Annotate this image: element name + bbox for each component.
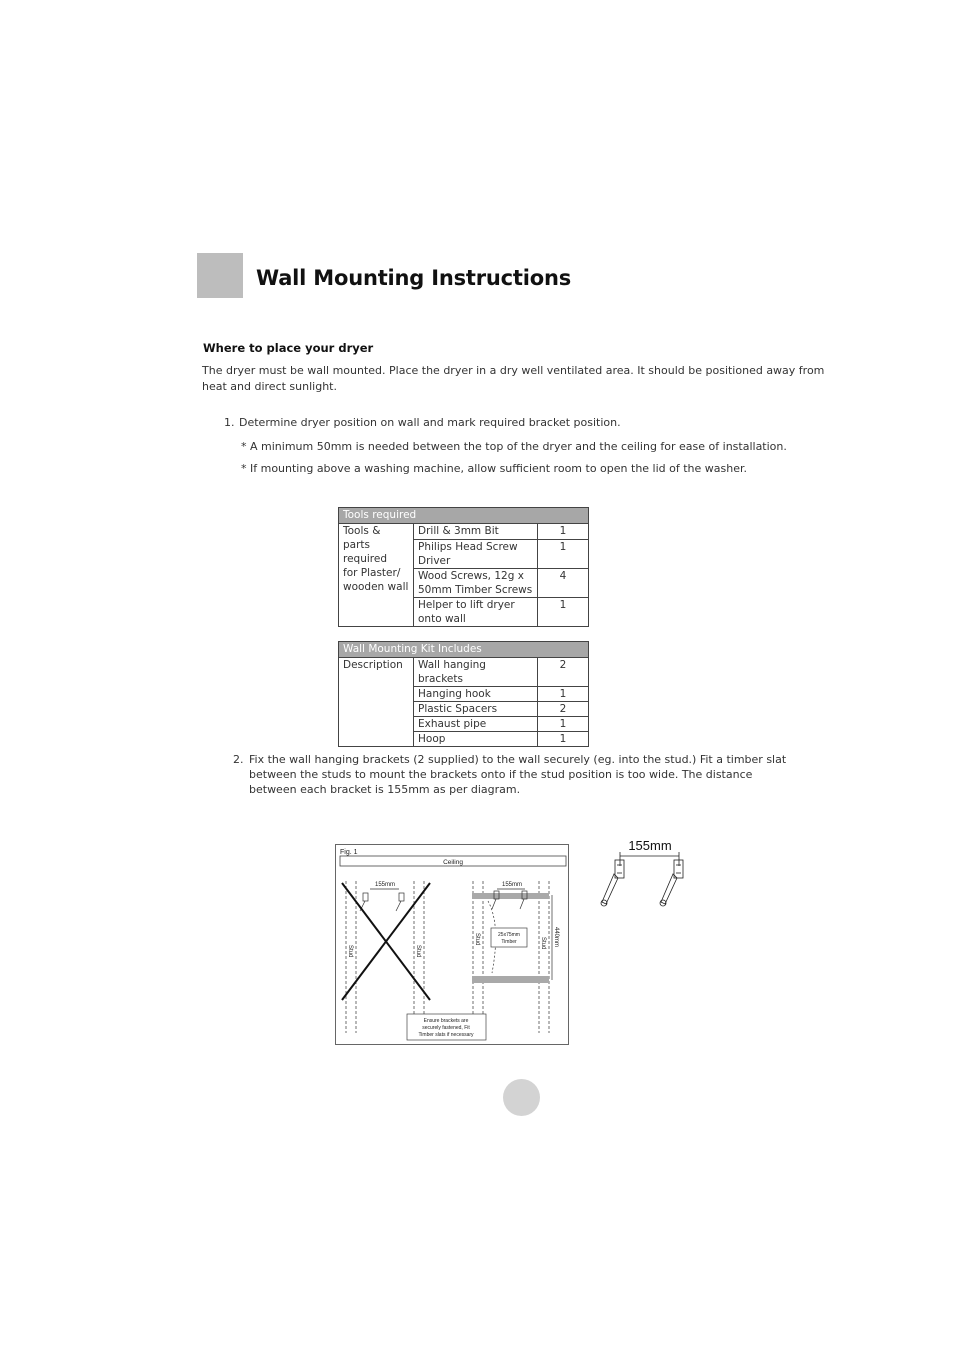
bracket-icon [601, 860, 624, 906]
category-line: wooden wall [343, 581, 409, 593]
kit-item: Hoop [414, 732, 538, 747]
dim-right-label: 155mm [501, 882, 523, 888]
kit-qty: 1 [538, 717, 589, 732]
header-grey-block [197, 253, 243, 298]
dim-left-label: 155mm [374, 882, 396, 888]
step2-line-1: Fix the wall hanging brackets (2 supplied) to the wall securely (eg. into the stud.) Fit a timber slat [249, 753, 787, 766]
timber-label-2: Timber [501, 939, 517, 945]
tool-item-line: Helper to lift dryer [418, 599, 515, 611]
kit-item: Hanging hook [414, 687, 538, 702]
tool-qty: 4 [538, 569, 589, 598]
figure-label: Fig. 1 [340, 849, 358, 856]
step1-note-1: * A minimum 50mm is needed between the top of the dryer and the ceiling for ease of installation. [241, 440, 787, 453]
tool-item-line: Wood Screws, 12g x [418, 570, 524, 582]
kit-qty: 2 [538, 658, 589, 687]
tool-item-line: Philips Head Screw [418, 541, 518, 553]
stud-label: Stud [415, 945, 421, 958]
note-line: Timber slats if necessary [418, 1032, 474, 1038]
tool-qty: 1 [538, 540, 589, 569]
bracket-icon [396, 893, 404, 911]
stud-label: Stud [540, 937, 546, 950]
tool-item: Drill & 3mm Bit [414, 524, 538, 540]
section-heading: Where to place your dryer [203, 341, 374, 355]
intro-line-1: The dryer must be wall mounted. Place the dryer in a dry well ventilated area. It should be positioned away from [202, 364, 825, 377]
timber-slat-top [472, 893, 549, 899]
tool-item-line: 50mm Timber Screws [418, 584, 533, 596]
kit-table-header: Wall Mounting Kit Includes [339, 642, 589, 658]
stud-label: Stud [347, 945, 353, 958]
category-line: required [343, 553, 387, 565]
step2-line-2: between the studs to mount the brackets onto if the stud position is too wide. The distance [249, 768, 753, 781]
figure-1-diagram [336, 845, 570, 1046]
height-dim-label: 440mm [553, 927, 559, 948]
tool-item [414, 540, 538, 569]
page-number-circle [503, 1079, 540, 1116]
note-line: securely fastened, Fit [422, 1025, 470, 1031]
tools-category-cell [339, 524, 414, 627]
timber-label-1: 25x75mm [498, 932, 520, 938]
tools-table-header: Tools required [339, 508, 589, 524]
tool-item-line: Driver [418, 555, 451, 567]
kit-qty: 1 [538, 732, 589, 747]
tool-item-line: onto wall [418, 613, 466, 625]
page-title: Wall Mounting Instructions [256, 266, 572, 290]
step1-text: Determine dryer position on wall and mark required bracket position. [239, 416, 621, 429]
tool-item [414, 569, 538, 598]
bracket-icon [660, 860, 683, 906]
tool-item [414, 598, 538, 627]
kit-category-cell: Description [339, 658, 414, 747]
kit-item: Plastic Spacers [414, 702, 538, 717]
step1-note-2: * If mounting above a washing machine, allow sufficient room to open the lid of the washer. [241, 462, 748, 475]
tools-required-table [338, 507, 589, 627]
category-line: for Plaster/ [343, 567, 401, 579]
step2-line-3: between each bracket is 155mm as per diagram. [249, 783, 521, 796]
kit-item: Wall hanging brackets [414, 658, 538, 687]
stud-label: Stud [474, 933, 480, 946]
step2-number: 2. [233, 753, 244, 766]
ceiling-label: Ceiling [443, 859, 463, 866]
step1-number: 1. [224, 416, 235, 429]
tool-qty: 1 [538, 598, 589, 627]
bracket-detail-dim-label: 155mm [628, 838, 672, 853]
bracket-detail-diagram [598, 836, 694, 914]
right-studs [473, 881, 549, 1033]
kit-qty: 1 [538, 687, 589, 702]
intro-line-2: heat and direct sunlight. [202, 380, 337, 393]
note-line: Ensure brackets are [423, 1018, 469, 1024]
kit-qty: 2 [538, 702, 589, 717]
figure-1 [335, 844, 569, 1045]
kit-item: Exhaust pipe [414, 717, 538, 732]
kit-includes-table [338, 641, 589, 747]
tool-qty: 1 [538, 524, 589, 540]
category-line: Tools & parts [343, 525, 381, 551]
timber-slat-bottom [472, 976, 549, 983]
